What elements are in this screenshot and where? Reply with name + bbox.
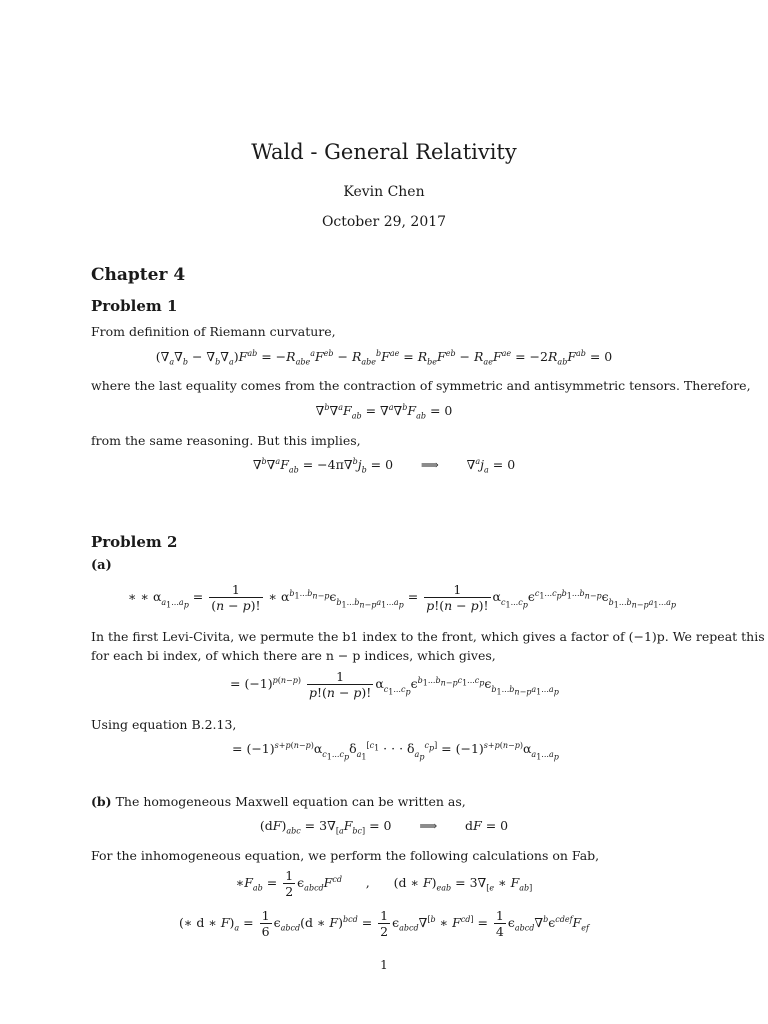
equation-permuted: = $(-1)^{p(n-p)}$ $\frac{1}{p!(n - p)!}$ $\alpha_{c_1...c_p}\epsilon^{b_1...b_{n-p}c_1...c_p}\epsilon_{b_1...b_{n-p}a_1...a_p}$ [230, 669, 559, 700]
chapter-heading: Chapter 4 [91, 265, 186, 285]
problem-2-permute-text-2: for each bi index, of which there are n − p indices, which gives, [91, 648, 496, 663]
problem-1-intro: From definition of Riemann curvature, [91, 324, 336, 339]
problem-1-contraction-text: where the last equality comes from the contraction of symmetric and antisymmetric tensors. Therefore, [91, 378, 751, 393]
problem-2-heading: Problem 2 [91, 533, 178, 551]
equation-divergence: $\nabla^b\nabla^aF_{ab} = \nabla^a\nabla^bF_{ab} = 0$ [315, 402, 453, 421]
problem-2-maxwell-text: The homogeneous Maxwell equation can be written as, [115, 794, 466, 809]
problem-2-part-a-label: (a) [91, 558, 112, 573]
problem-2-part-b-label: (b) [91, 794, 112, 809]
document-date: October 29, 2017 [321, 214, 447, 230]
equation-double-dual: ∗ ∗ $\alpha_{a_1...a_p}$ = $\frac{1}{(n - p)!}$ ∗ $\alpha^{b_1...b_{n-p}}\epsilon_{b_1...b_{n-p}a_1...a_p}$ = $\frac{1}{p!(n - p)!}$ $\alpha_{c_1...c_p}\epsilon^{c_1...c_pb_1...b_{n-p}}\epsilon_{b_1...b_{n-p}a_1...a_p}$ [128, 582, 677, 613]
equation-homogeneous-maxwell: $(dF)_{abc} = 3\nabla_{[a}F_{bc]} = 0$ ⟹ dF = 0 [259, 818, 509, 836]
equation-riemann: $(\nabla_a\nabla_b - \nabla_b\nabla_a)F^{ab} = -R_{abe}^aF^{eb} - R_{abe}^bF^{ae} = R_{be}F^{eb} - R_{ae}F^{ae} = -2R_{ab}F^{ab} = 0$ [155, 348, 613, 367]
problem-2-part-b-text [91, 792, 466, 811]
problem-1-reasoning-text: from the same reasoning. But this implies, [91, 433, 361, 448]
problem-1-heading: Problem 1 [91, 297, 178, 315]
problem-2-using-text: Using equation B.2.13, [91, 717, 237, 732]
document-title: Wald - General Relativity [251, 140, 517, 164]
equation-current-conservation: $\nabla^b\nabla^aF_{ab} = -4\pi\nabla^bj_b = 0$ ⟹ $\nabla^aj_a = 0$ [252, 456, 516, 475]
equation-hodge-dual: $∗F_{ab}$ = $\frac{1}{2}$ $\epsilon_{abcd}F^{cd}$ , (d ∗ $F)_{eab} = 3\nabla_{[e}$ ∗ $F_{ab]}$ [235, 868, 533, 899]
problem-2-permute-text-1: In the first Levi-Civita, we permute the b1 index to the front, which gives a factor of (−1)p. We repeat this [91, 629, 765, 644]
document-author: Kevin Chen [343, 184, 425, 200]
problem-2-inhomogeneous-text: For the inhomogeneous equation, we perform the following calculations on Fab, [91, 848, 600, 863]
page-number: 1 [380, 958, 388, 972]
equation-b213: = $(-1)^{s+p(n-p)}\alpha_{c_1...c_p}\delta_{a_1}^{[c_1}$ · · · $\delta_{a_p}^{c_p]} = (-1)^{s+p(n-p)}\alpha_{a_1...a_p}$ [232, 740, 559, 762]
equation-codifferential: (∗ d ∗ $F)_a$ = $\frac{1}{6}$ $\epsilon_{abcd}(d$ ∗ F)$^{bcd}$ = $\frac{1}{2}$ $\epsilon_{abcd}\nabla^{[b}$ ∗ $F^{cd]}$ = $\frac{1}{4}$ $\epsilon_{abcd}\nabla^b\epsilon^{cdef}F_{ef}$ [179, 908, 589, 939]
